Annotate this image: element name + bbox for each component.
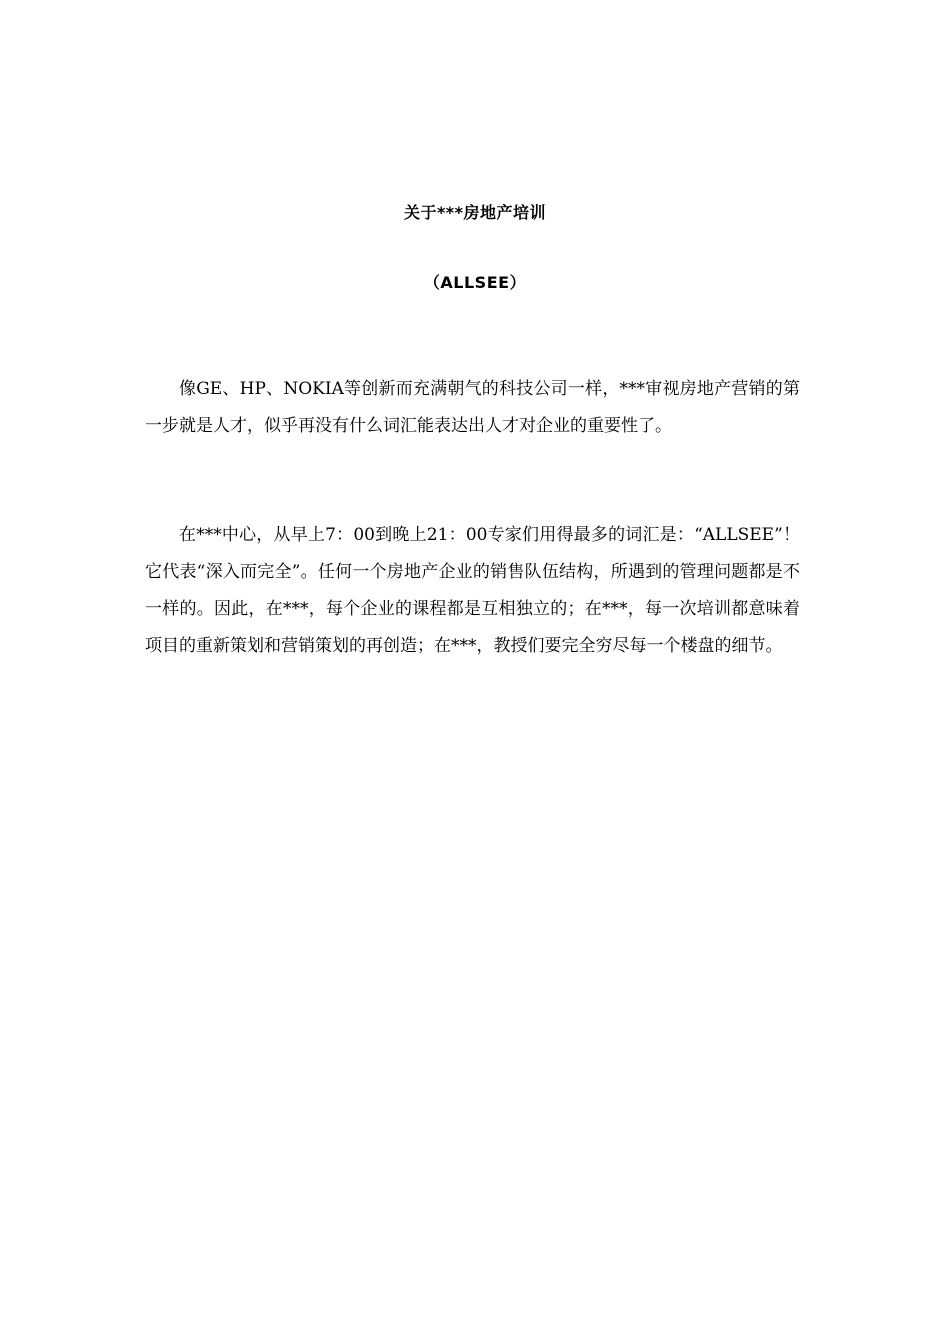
document-subtitle: （ALLSEE） bbox=[423, 273, 527, 292]
document-title: 关于***房地产培训 bbox=[403, 203, 547, 222]
paragraph-2: 在***中心，从早上7：00到晚上21：00专家们用得最多的词汇是：“ALLSEE”！它代表“深入而完全”。任何一个房地产企业的销售队伍结构，所遇到的管理问题都是不一样的。因此，在***，每个企业的课程都是互相独立的；在***，每一次培训都意味着项目的重新策划和营销策划的再创造；在***，教授们要完全穷尽每一个楼盘的细节。 bbox=[145, 525, 800, 656]
paragraph-1: 像GE、HP、NOKIA等创新而充满朝气的科技公司一样，***审视房地产营销的第一步就是人才，似乎再没有什么词汇能表达出人才对企业的重要性了。 bbox=[145, 379, 800, 436]
